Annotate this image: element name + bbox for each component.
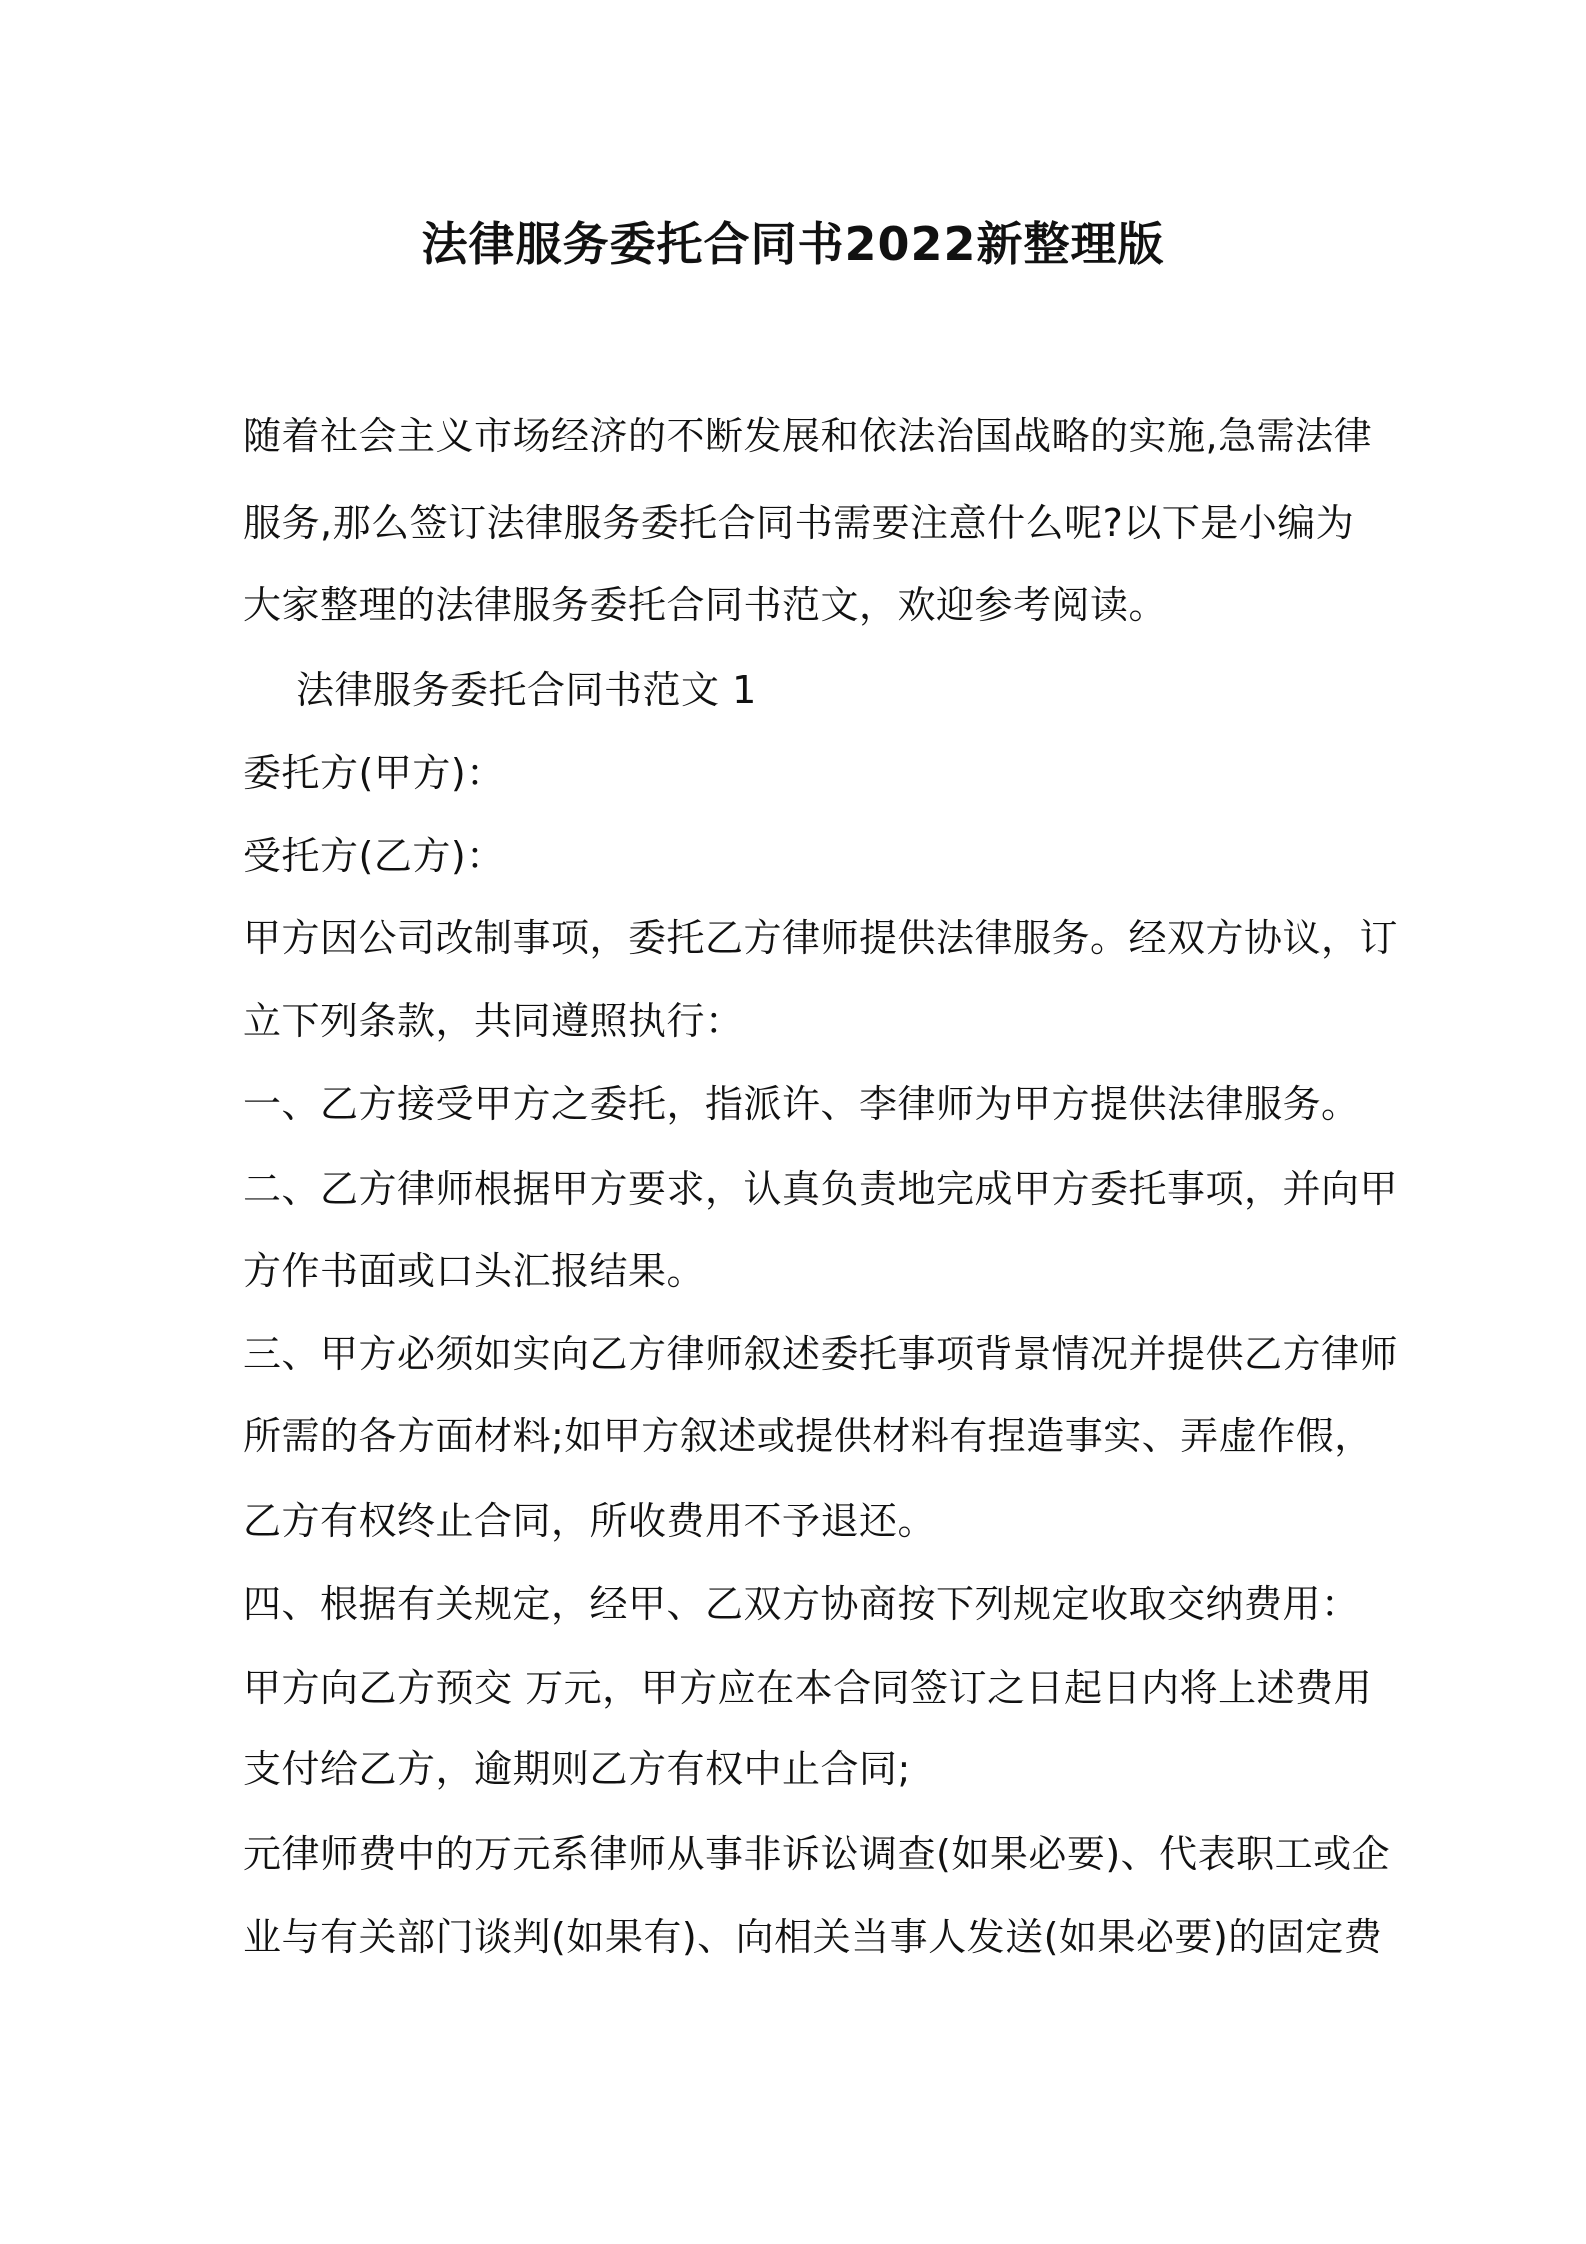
paragraph-line-agreement-2: 立下列条款，共同遵照执行：	[243, 999, 744, 1043]
clause-3-line-1: 三、甲方必须如实向乙方律师叙述委托事项背景情况并提供乙方律师	[243, 1332, 1399, 1376]
clause-2-line-2: 方作书面或口头汇报结果。	[243, 1249, 706, 1293]
paragraph-line-agreement-1: 甲方因公司改制事项，委托乙方律师提供法律服务。经双方协议，订	[243, 916, 1399, 960]
clause-3-line-3: 乙方有权终止合同，所收费用不予退还。	[243, 1499, 937, 1543]
party-a-line: 委托方(甲方)：	[243, 751, 505, 795]
paragraph-line-intro-3: 大家整理的法律服务委托合同书范文，欢迎参考阅读。	[243, 583, 1168, 627]
fee-line-4: 业与有关部门谈判(如果有)、向相关当事人发送(如果必要)的固定费	[243, 1915, 1383, 1959]
party-b-line: 受托方(乙方)：	[243, 834, 505, 878]
clause-3-line-2: 所需的各方面材料;如甲方叙述或提供材料有捏造事实、弄虚作假，	[243, 1414, 1373, 1458]
clause-1-line: 一、乙方接受甲方之委托，指派许、李律师为甲方提供法律服务。	[243, 1082, 1360, 1126]
paragraph-line-intro-1: 随着社会主义市场经济的不断发展和依法治国战略的实施,急需法律	[243, 414, 1373, 458]
fee-line-2: 支付给乙方，逾期则乙方有权中止合同;	[243, 1747, 911, 1791]
fee-line-3: 元律师费中的万元系律师从事非诉讼调查(如果必要)、代表职工或企	[243, 1832, 1391, 1876]
clause-2-line-1: 二、乙方律师根据甲方要求，认真负责地完成甲方委托事项，并向甲	[243, 1167, 1399, 1211]
document-title: 法律服务委托合同书2022新整理版	[421, 217, 1165, 271]
clause-4-line: 四、根据有关规定，经甲、乙双方协商按下列规定收取交纳费用：	[243, 1582, 1360, 1626]
section-heading: 法律服务委托合同书范文 1	[296, 668, 757, 712]
paragraph-line-intro-2: 服务,那么签订法律服务委托合同书需要注意什么呢?以下是小编为	[243, 501, 1355, 545]
fee-line-1: 甲方向乙方预交 万元，甲方应在本合同签订之日起日内将上述费用	[243, 1666, 1373, 1710]
